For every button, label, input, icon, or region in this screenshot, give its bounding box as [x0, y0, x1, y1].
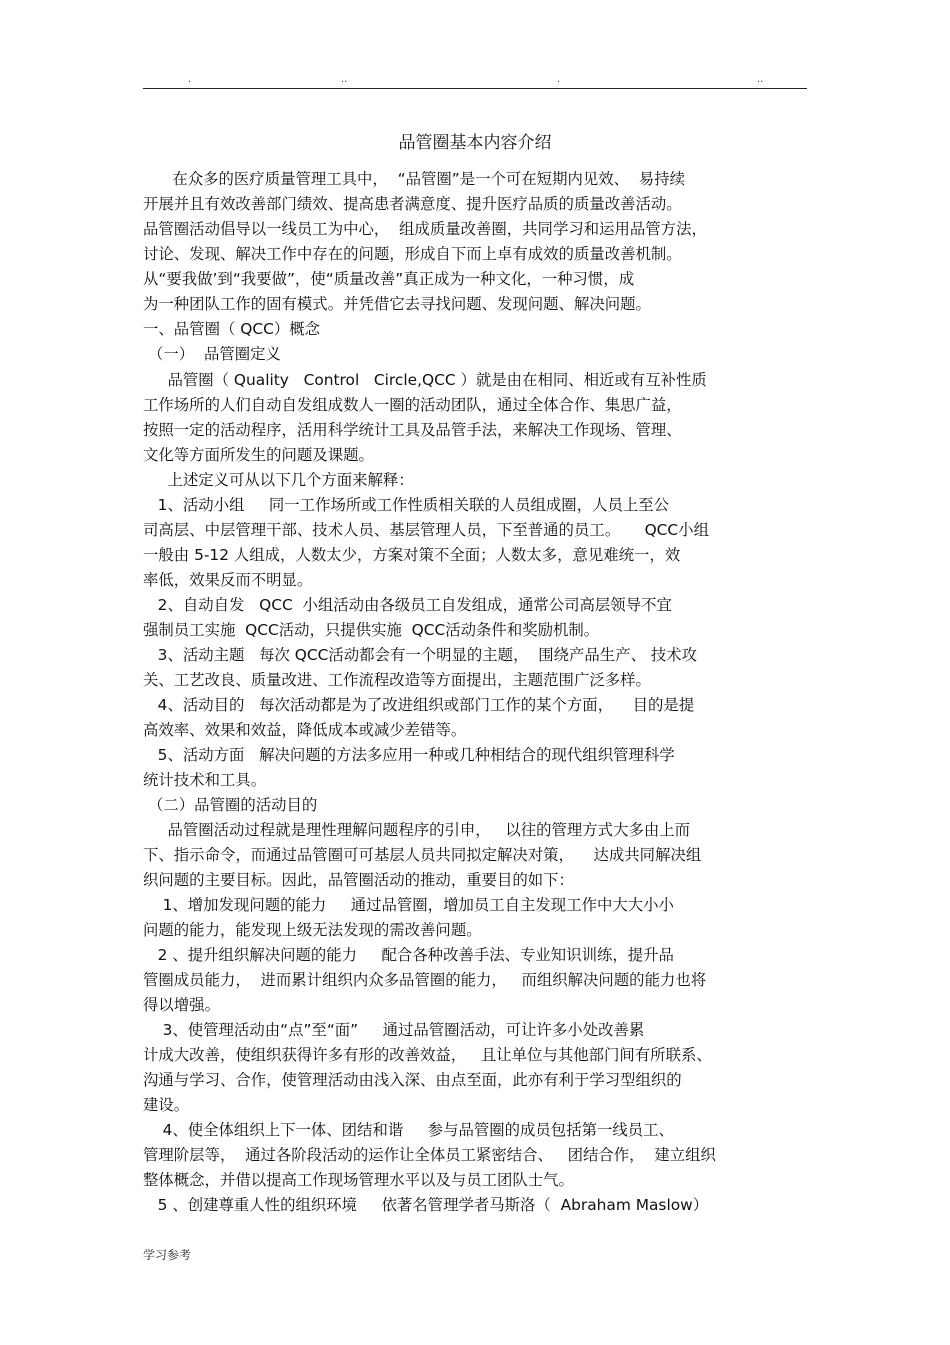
body-line: 文化等方面所发生的问题及课题。: [143, 446, 374, 464]
subsection-heading: （二）品管圈的活动目的: [148, 796, 318, 814]
header-dot-2: ..: [341, 74, 348, 85]
document-title: 品管圈基本内容介绍: [398, 133, 552, 153]
body-line: 开展并且有效改善部门绩效、提高患者满意度、提升医疗品质的质量改善活动。: [143, 195, 682, 213]
body-line: 3、使管理活动由“点”至“面” 通过品管圈活动，可让许多小处改善累: [143, 1021, 645, 1039]
subsection-heading: （一） 品管圈定义: [148, 345, 281, 363]
body-line: 管理阶层等， 通过各阶段活动的运作让全体员工紧密结合、 团结合作， 建立组织: [143, 1146, 716, 1164]
body-line: 上述定义可从以下几个方面来解释：: [143, 471, 414, 489]
body-line: 织问题的主要目标。因此，品管圈活动的推动，重要目的如下：: [143, 871, 574, 889]
body-line: 5 、创建尊重人性的组织环境 依著名管理学者马斯洛（ Abraham Maslow）: [143, 1196, 709, 1214]
body-line: 司高层、中层管理干部、技术人员、基层管理人员，下至普通的员工。 QCC小组: [143, 521, 709, 539]
body-line: 品管圈活动倡导以一线员工为中心， 组成质量改善圈，共同学习和运用品管方法，: [143, 220, 707, 238]
body-line: 按照一定的活动程序，活用科学统计工具及品管手法，来解决工作现场、管理、: [143, 421, 682, 439]
header-dots: [143, 74, 807, 88]
body-line: 品管圈活动过程就是理性理解问题程序的引申， 以往的管理方式大多由上而: [143, 821, 691, 839]
body-line: 讨论、发现、解决工作中存在的问题，形成自下而上卓有成效的质量改善机制。: [143, 245, 682, 263]
body-line: 为一种团队工作的固有模式。并凭借它去寻找问题、发现问题、解决问题。: [143, 295, 651, 313]
body-line: 4、活动目的 每次活动都是为了改进组织或部门工作的某个方面， 目的是提: [143, 696, 695, 714]
body-line: 1、增加发现问题的能力 通过品管圈，增加员工自主发现工作中大大小小: [143, 896, 674, 914]
body-line: 品管圈（ Quality Control Circle,QCC ）就是由在相同、相近或有互补性质: [143, 371, 707, 389]
body-line: 率低，效果反而不明显。: [143, 571, 313, 589]
body-line: 从“要我做’到“我要做”，使“质量改善”真正成为一种文化，一种习惯，成: [143, 270, 635, 288]
body-line: 下、指示命令，而通过品管圈可可基层人员共同拟定解决对策， 达成共同解决组: [143, 846, 702, 864]
body-line: 高效率、效果和效益，降低成本或减少差错等。: [143, 721, 467, 739]
section-heading: 一、品管圈（ QCC）概念: [143, 320, 321, 338]
body-line: 计成大改善，使组织获得许多有形的改善效益， 且让单位与其他部门间有所联系、: [143, 1046, 712, 1064]
body-line: 4、使全体组织上下一体、团结和谐 参与品管圈的成员包括第一线员工、: [143, 1121, 674, 1139]
body-line: 关、工艺改良、质量改进、工作流程改造等方面提出，主题范围广泛多样。: [143, 671, 651, 689]
body-line: 2、自动自发 QCC 小组活动由各级员工自发组成，通常公司高层领导不宜: [143, 596, 672, 614]
body-line: 统计技术和工具。: [143, 771, 267, 789]
header-dot-4: ..: [757, 74, 764, 85]
header-rule: [143, 88, 807, 89]
body-line: 5、活动方面 解决问题的方法多应用一种或几种相结合的现代组织管理科学: [143, 746, 675, 764]
body-line: 得以增强。: [143, 996, 220, 1014]
header-dot-3: .: [557, 74, 561, 85]
body-line: 问题的能力，能发现上级无法发现的需改善问题。: [143, 921, 482, 939]
body-line: 管圈成员能力， 进而累计组织内众多品管圈的能力， 而组织解决问题的能力也将: [143, 971, 707, 989]
body-line: 沟通与学习、合作，使管理活动由浅入深、由点至面，此亦有利于学习型组织的: [143, 1071, 682, 1089]
body-line: 1、活动小组 同一工作场所或工作性质相关联的人员组成圈，人员上至公: [143, 496, 670, 514]
body-line: 整体概念，并借以提高工作现场管理水平以及与员工团队士气。: [143, 1171, 574, 1189]
body-line: 一般由 5-12 人组成，人数太少，方案对策不全面；人数太多，意见难统一，效: [143, 546, 681, 564]
body-line: 工作场所的人们自动自发组成数人一圈的活动团队，通过全体合作、集思广益，: [143, 396, 682, 414]
body-line: 强制员工实施 QCC活动，只提供实施 QCC活动条件和奖励机制。: [143, 621, 600, 639]
page-footer: 学习参考: [143, 1248, 192, 1262]
body-line: 2 、提升组织解决问题的能力 配合各种改善手法、专业知识训练，提升品: [143, 946, 674, 964]
body-line: 建设。: [143, 1096, 190, 1114]
body-line: 在众多的医疗质量管理工具中， “品管圈”是一个可在短期内见效、 易持续: [143, 170, 685, 188]
header-dot-1: .: [188, 74, 192, 85]
body-line: 3、活动主题 每次 QCC活动都会有一个明显的主题， 围绕产品生产、 技术攻: [143, 646, 698, 664]
